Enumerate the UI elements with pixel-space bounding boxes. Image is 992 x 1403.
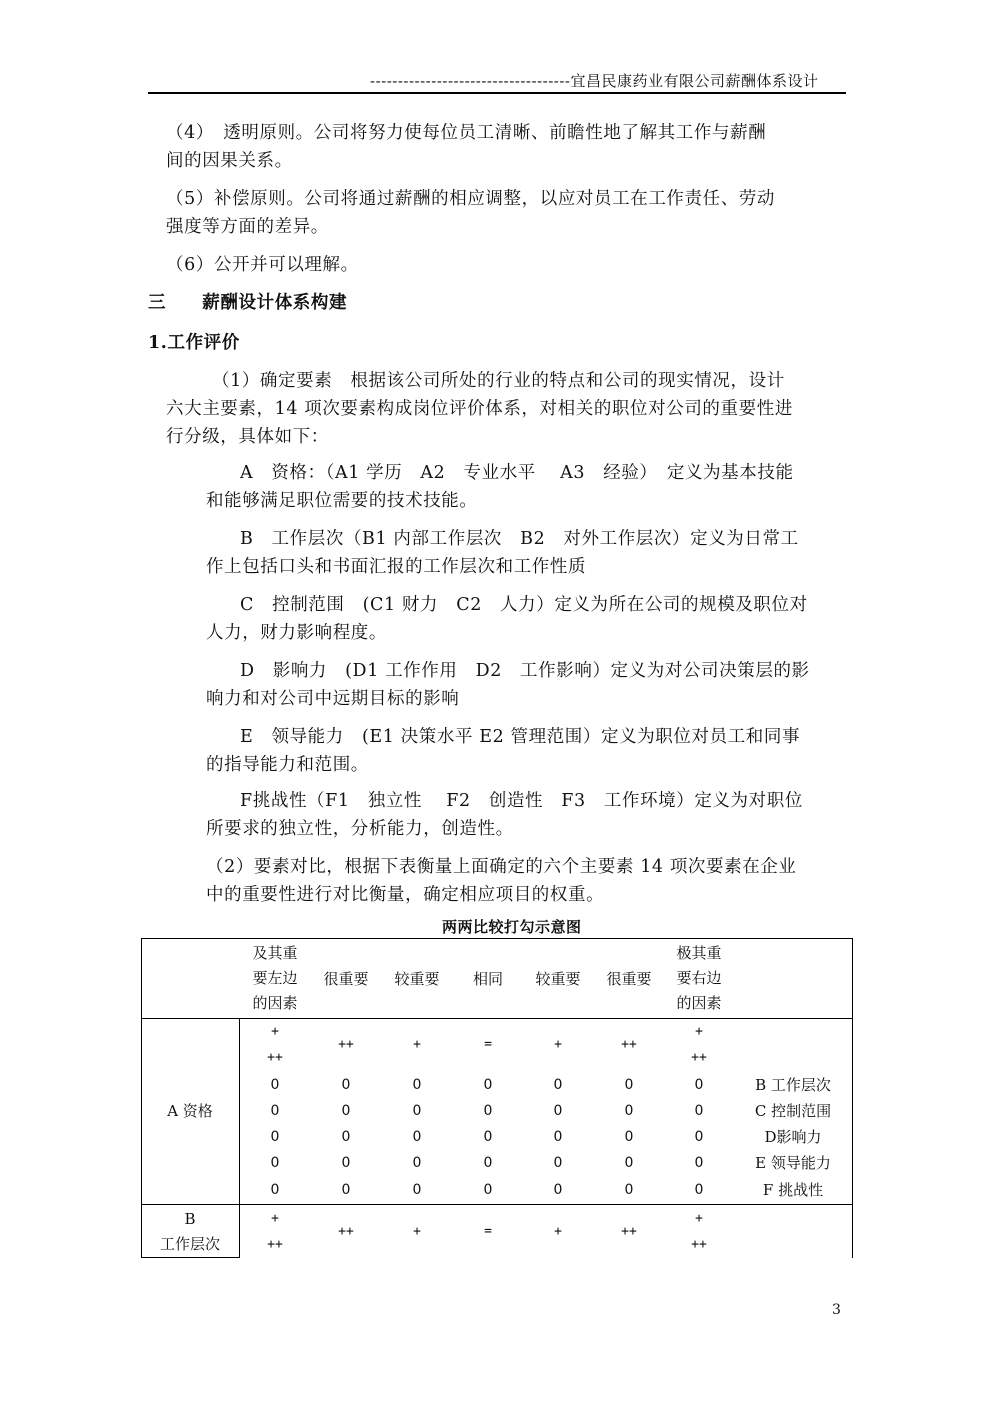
group-b-symbol-col-7: + ++ xyxy=(691,1211,707,1252)
group-b-symbol-col-1: + ++ xyxy=(267,1211,283,1252)
factor-a-line1: A 资格：（A1 学历 A2 专业水平 A3 经验） 定义为基本技能 xyxy=(240,463,794,483)
paragraph-5-line1: （5）补偿原则。公司将通过薪酬的相应调整，以应对员工在工作责任、劳动 xyxy=(166,189,776,209)
group-b-label: B 工作层次 xyxy=(159,1210,220,1253)
table-label-divider xyxy=(239,1018,240,1258)
table-cell: 0 xyxy=(412,1155,422,1171)
group-b-symbol-col-6: ++ xyxy=(621,1224,637,1239)
table-caption: 两两比较打勾示意图 xyxy=(442,918,582,936)
factor-e-line1: E 领导能力 (E1 决策水平 E2 管理范围）定义为职位对员工和同事 xyxy=(240,727,801,747)
sub-heading: 1.工作评价 xyxy=(148,333,240,353)
factor-c-line2: 人力，财力影响程度。 xyxy=(206,623,387,643)
factor-d-line1: D 影响力 (D1 工作作用 D2 工作影响）定义为对公司决策层的影 xyxy=(240,661,810,681)
factor-f-line2: 所要求的独立性，分析能力，创造性。 xyxy=(206,819,514,839)
table-cell: 0 xyxy=(483,1077,493,1093)
section-heading: 三 薪酬设计体系构建 xyxy=(148,293,348,313)
table-cell: 0 xyxy=(483,1182,493,1198)
table-cell: 0 xyxy=(341,1182,351,1198)
group-a-label: A 资格 xyxy=(167,1102,213,1120)
table-cell: 0 xyxy=(270,1103,280,1119)
intro-line3: 行分级，具体如下： xyxy=(166,427,329,447)
paragraph-4-line1: （4） 透明原则。公司将努力使每位员工清晰、前瞻性地了解其工作与薪酬 xyxy=(166,123,767,143)
table-cell: 0 xyxy=(553,1182,563,1198)
table-cell: 0 xyxy=(694,1077,704,1093)
table-cell: 0 xyxy=(483,1103,493,1119)
symbol-col-5: + xyxy=(554,1037,562,1052)
symbol-col-6: ++ xyxy=(621,1037,637,1052)
factor-d-line2: 响力和对公司中远期目标的影响 xyxy=(206,689,460,709)
running-header: ------------------------------------宜昌民康药业有限公司薪酬体系设计 xyxy=(370,72,819,90)
group-b-symbol-col-4: = xyxy=(484,1224,492,1239)
table-cell: 0 xyxy=(553,1155,563,1171)
table-bottom-stub xyxy=(141,1257,240,1258)
table-cell: 0 xyxy=(624,1155,634,1171)
table-cell: 0 xyxy=(341,1129,351,1145)
factor-c-line1: C 控制范围 (C1 财力 C2 人力）定义为所在公司的规模及职位对 xyxy=(240,595,808,615)
table-cell: 0 xyxy=(624,1077,634,1093)
header-col-1: 及其重 要左边 的因素 xyxy=(252,944,298,1012)
factor-f-line1: F挑战性（F1 独立性 F2 创造性 F3 工作环境）定义为对职位 xyxy=(240,791,803,811)
row-factor-label: F 挑战性 xyxy=(762,1181,824,1199)
table-cell: 0 xyxy=(624,1103,634,1119)
paragraph-6: （6）公开并可以理解。 xyxy=(166,255,359,275)
table-cell: 0 xyxy=(553,1103,563,1119)
header-rule xyxy=(148,92,846,94)
intro-line2: 六大主要素，14 项次要素构成岗位评价体系，对相关的职位对公司的重要性进 xyxy=(166,399,793,419)
group-b-symbol-col-3: + xyxy=(413,1224,421,1239)
table-cell: 0 xyxy=(483,1129,493,1145)
factor-a-line2: 和能够满足职位需要的技术技能。 xyxy=(206,491,478,511)
table-cell: 0 xyxy=(694,1182,704,1198)
table-group-divider xyxy=(141,1204,853,1205)
row-factor-label: E 领导能力 xyxy=(755,1154,831,1172)
comparison-line2: 中的重要性进行对比衡量，确定相应项目的权重。 xyxy=(206,885,605,905)
symbol-col-2: ++ xyxy=(338,1037,354,1052)
table-cell: 0 xyxy=(341,1103,351,1119)
header-col-3: 较重要 xyxy=(394,970,440,988)
symbol-col-1: + ++ xyxy=(267,1024,283,1065)
row-factor-label: C 控制范围 xyxy=(754,1102,832,1120)
table-cell: 0 xyxy=(412,1182,422,1198)
comparison-line1: （2）要素对比，根据下表衡量上面确定的六个主要素 14 项次要素在企业 xyxy=(206,857,797,877)
table-cell: 0 xyxy=(270,1129,280,1145)
table-cell: 0 xyxy=(624,1182,634,1198)
factor-b-line1: B 工作层次（B1 内部工作层次 B2 对外工作层次）定义为日常工 xyxy=(240,529,799,549)
table-cell: 0 xyxy=(694,1103,704,1119)
row-factor-label: B 工作层次 xyxy=(755,1076,831,1094)
table-cell: 0 xyxy=(270,1182,280,1198)
intro-line1: （1）确定要素 根据该公司所处的行业的特点和公司的现实情况，设计 xyxy=(212,371,785,391)
table-cell: 0 xyxy=(553,1129,563,1145)
header-col-4: 相同 xyxy=(472,970,503,988)
table-cell: 0 xyxy=(341,1155,351,1171)
factor-b-line2: 作上包括口头和书面汇报的工作层次和工作性质 xyxy=(206,557,587,577)
table-cell: 0 xyxy=(412,1103,422,1119)
symbol-col-7: + ++ xyxy=(691,1024,707,1065)
table-cell: 0 xyxy=(694,1129,704,1145)
pairwise-comparison-table xyxy=(141,938,853,1258)
table-cell: 0 xyxy=(553,1077,563,1093)
table-cell: 0 xyxy=(270,1155,280,1171)
symbol-col-4: = xyxy=(484,1037,492,1052)
row-factor-label: D影响力 xyxy=(764,1128,822,1146)
table-cell: 0 xyxy=(412,1129,422,1145)
header-col-7: 极其重 要右边 的因素 xyxy=(676,944,722,1012)
header-col-6: 很重要 xyxy=(606,970,652,988)
table-top-border xyxy=(141,938,853,939)
table-cell: 0 xyxy=(624,1129,634,1145)
table-cell: 0 xyxy=(341,1077,351,1093)
table-cell: 0 xyxy=(270,1077,280,1093)
paragraph-5-line2: 强度等方面的差异。 xyxy=(166,217,329,237)
table-cell: 0 xyxy=(412,1077,422,1093)
factor-e-line2: 的指导能力和范围。 xyxy=(206,755,369,775)
group-b-symbol-col-5: + xyxy=(554,1224,562,1239)
header-col-5: 较重要 xyxy=(535,970,581,988)
table-cell: 0 xyxy=(483,1155,493,1171)
symbol-col-3: + xyxy=(413,1037,421,1052)
header-col-2: 很重要 xyxy=(323,970,369,988)
group-b-symbol-col-2: ++ xyxy=(338,1224,354,1239)
table-cell: 0 xyxy=(694,1155,704,1171)
paragraph-4-line2: 间的因果关系。 xyxy=(166,151,293,171)
page-number: 3 xyxy=(832,1302,841,1318)
table-right-border xyxy=(852,938,853,1258)
